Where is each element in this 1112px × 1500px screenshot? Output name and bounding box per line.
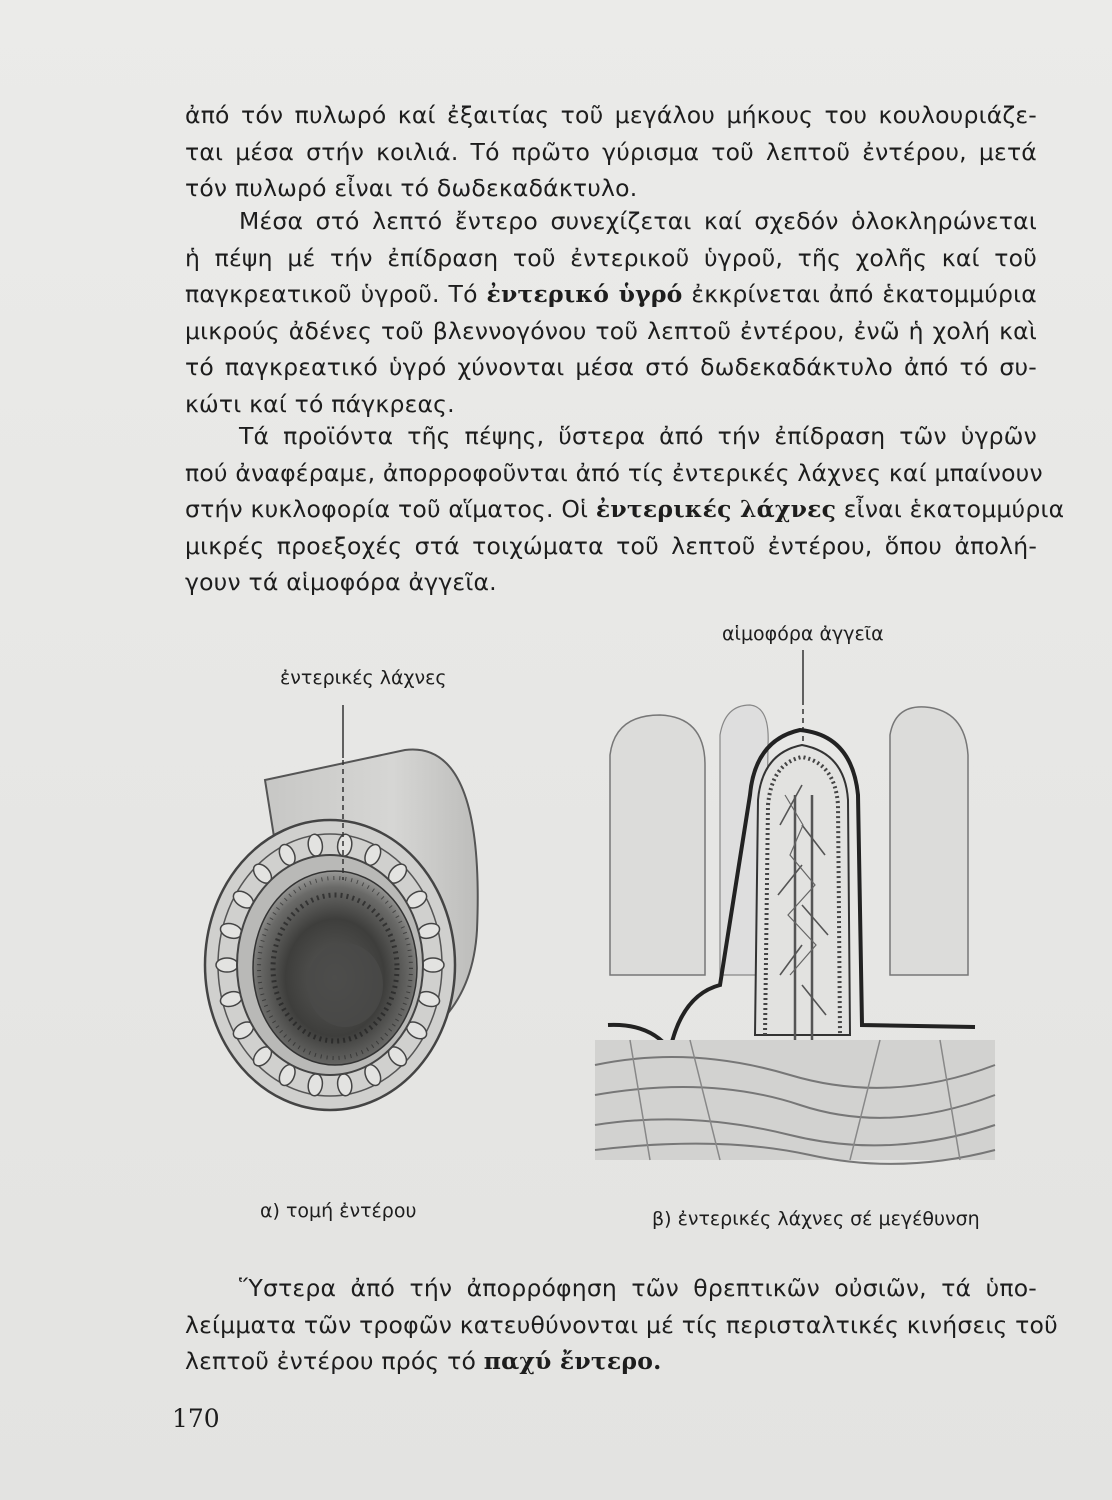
paragraph-3 <box>185 418 1065 601</box>
intestine-cross-section-illustration <box>195 700 505 1120</box>
bold-term: παχύ ἔντερο. <box>483 1347 662 1376</box>
text-line: ἡ πέψη μέ τήν ἐπίδραση τοῦ ἐντερικοῦ ὑγροῦ, τῆς χολῆς καί τοῦ <box>185 243 1037 272</box>
bold-term: ἐντερικές λάχνες <box>595 495 837 524</box>
text-line: μικρές προεξοχές στά τοιχώματα τοῦ λεπτοῦ ἐντέρου, ὅπου ἀπολή- <box>185 531 1037 560</box>
paragraph-1 <box>185 97 1037 207</box>
text-line: Τά προϊόντα τῆς πέψης, ὕστερα ἀπό τήν ἐπίδραση τῶν ὑγρῶν <box>239 422 1037 450</box>
caption-intestine-section: α) τομή ἐντέρου <box>260 1200 417 1222</box>
page-number: 170 <box>172 1404 220 1433</box>
bold-term: ἐντερικό ὑγρό <box>486 280 683 309</box>
text-line: κώτι καί τό πάγκρεας. <box>185 389 455 418</box>
paragraph-2 <box>185 203 1037 423</box>
text-line: ται μέσα στήν κοιλιά. Τό πρῶτο γύρισμα τοῦ λεπτοῦ ἐντέρου, μετά <box>185 137 1037 166</box>
text-line: παγκρεατικοῦ ὑγροῦ. Τό ἐντερικό ὑγρό ἐκκρίνεται ἀπό ἑκατομμύρια <box>185 280 1037 309</box>
paragraph-4 <box>185 1270 1058 1380</box>
text-line: τόν πυλωρό εἶναι τό δωδεκαδάκτυλο. <box>185 174 638 203</box>
text-line: Μέσα στό λεπτό ἔντερο συνεχίζεται καί σχεδόν ὁλοκληρώνεται <box>239 207 1037 235</box>
lymph-vessel-oval <box>422 958 444 972</box>
text-line: ἀπό τόν πυλωρό καί ἐξαιτίας τοῦ μεγάλου μήκους του κουλουριάζε- <box>185 101 1037 129</box>
text-line: τό παγκρεατικό ὑγρό χύνονται μέσα στό δωδεκαδάκτυλο ἀπό τό συ- <box>185 353 1037 382</box>
text-line: πού ἀναφέραμε, ἀπορροφοῦνται ἀπό τίς ἐντερικές λάχνες καί μπαίνουν <box>185 458 1043 487</box>
text-line: λεπτοῦ ἐντέρου πρός τό παχύ ἔντερο. <box>185 1347 662 1376</box>
lymph-vessel-oval <box>216 958 238 972</box>
text-line: γουν τά αἱμοφόρα ἀγγεῖα. <box>185 568 497 597</box>
label-blood-vessels: αἱμοφόρα ἀγγεῖα <box>722 623 884 645</box>
villi-enlargement-illustration <box>590 645 1000 1165</box>
caption-villi-enlargement: β) ἐντερικές λάχνες σέ μεγέθυνση <box>652 1208 980 1230</box>
text-line: μικρούς ἀδένες τοῦ βλεννογόνου τοῦ λεπτοῦ ἐντέρου, ἐνῶ ἡ χολή καὶ <box>185 316 1037 345</box>
label-intestinal-villi: ἐντερικές λάχνες <box>280 667 447 689</box>
text-line: Ὕστερα ἀπό τήν ἀπορρόφηση τῶν θρεπτικῶν οὐσιῶν, τά ὑπο- <box>239 1274 1037 1302</box>
text-line: στήν κυκλοφορία τοῦ αἵματος. Οἱ ἐντερικές λάχνες εἶναι ἑκατομμύρια <box>185 495 1065 524</box>
text-line: λείμματα τῶν τροφῶν κατευθύνονται μέ τίς περισταλτικές κινήσεις τοῦ <box>185 1310 1058 1339</box>
